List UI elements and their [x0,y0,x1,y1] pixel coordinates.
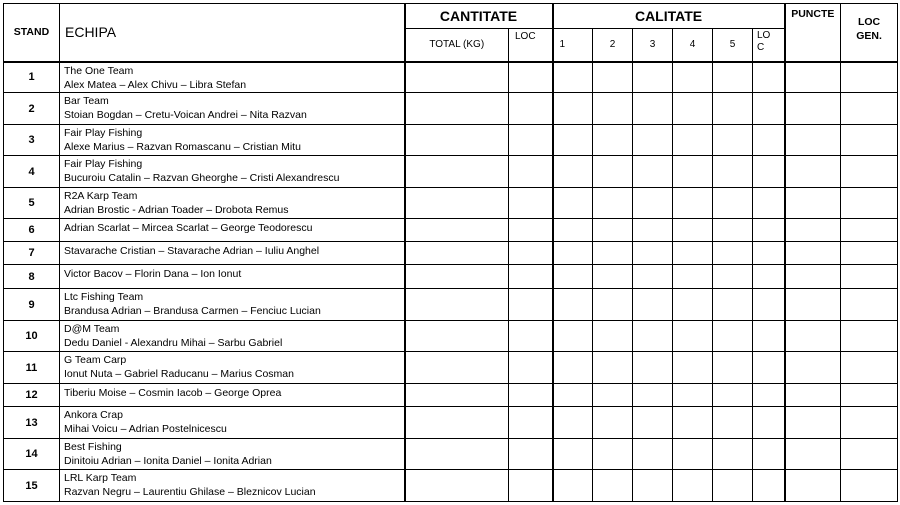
calitate-5-cell[interactable] [713,439,753,470]
calitate-5-cell[interactable] [713,188,753,219]
puncte-cell[interactable] [785,156,841,188]
cantitate-loc-cell[interactable] [509,93,553,125]
calitate-loc-cell[interactable] [753,470,785,502]
total-kg-cell[interactable] [405,352,509,384]
total-kg-cell[interactable] [405,93,509,125]
loc-gen-cell[interactable] [841,156,898,188]
team-members: Victor Bacov – Florin Dana – Ion Ionut [64,268,242,280]
calitate-5-cell[interactable] [713,219,753,242]
puncte-cell[interactable] [785,439,841,470]
loc-gen-header [841,4,898,62]
cantitate-loc-cell[interactable] [509,289,553,321]
calitate-2-cell[interactable] [593,62,633,93]
calitate-1-cell[interactable] [553,242,593,265]
cantitate-loc-cell[interactable] [509,439,553,470]
calitate-1-cell[interactable] [553,265,593,289]
total-kg-cell[interactable] [405,156,509,188]
calitate-loc-cell[interactable] [753,321,785,352]
cantitate-loc-cell[interactable] [509,352,553,384]
calitate-loc-cell[interactable] [753,156,785,188]
cantitate-loc-cell[interactable] [509,242,553,265]
stand-number: 1 [4,62,60,93]
calitate-2-cell[interactable] [593,407,633,439]
team-cell [60,125,405,156]
stand-header: STAND [4,4,60,62]
team-name: G Team Carp [64,354,127,366]
calitate-1-cell[interactable] [553,62,593,93]
table-row [4,407,898,439]
team-name: LRL Karp Team [64,472,137,484]
total-kg-cell[interactable] [405,265,509,289]
calitate-loc-cell[interactable] [753,289,785,321]
table-row [4,321,898,352]
cantitate-loc-cell[interactable] [509,188,553,219]
stand-number: 11 [4,352,60,384]
team-members: Alexe Marius – Razvan Romascanu – Cristian Mitu [64,141,301,153]
team-name: Ankora Crap [64,409,123,421]
table-row [4,289,898,321]
calitate-loc-cell[interactable] [753,352,785,384]
calitate-4-cell[interactable] [673,62,713,93]
table-row [4,188,898,219]
stand-number: 14 [4,439,60,470]
total-kg-cell[interactable] [405,219,509,242]
puncte-cell[interactable] [785,407,841,439]
calitate-2-cell[interactable] [593,242,633,265]
team-members: Mihai Voicu – Adrian Postelnicescu [64,423,227,435]
calitate-3-cell[interactable] [633,407,673,439]
calitate-header: CALITATE [553,4,785,29]
team-cell [60,384,405,407]
total-kg-cell[interactable] [405,188,509,219]
calitate-5-cell[interactable] [713,289,753,321]
calitate-loc-header [753,29,785,62]
calitate-5-cell[interactable] [713,265,753,289]
stand-number: 3 [4,125,60,156]
calitate-5-cell[interactable] [713,352,753,384]
calitate-2-cell[interactable] [593,188,633,219]
loc-gen-cell[interactable] [841,470,898,502]
loc-gen-cell[interactable] [841,439,898,470]
puncte-header: PUNCTE [785,4,841,62]
calitate-3-cell[interactable] [633,470,673,502]
table-row [4,125,898,156]
loc-c-line-1: LO [757,30,771,41]
calitate-col-3: 3 [633,29,673,62]
team-cell [60,407,405,439]
cantitate-loc-cell[interactable] [509,407,553,439]
team-members: Bucuroiu Catalin – Razvan Gheorghe – Cristi Alexandrescu [64,172,340,184]
calitate-5-cell[interactable] [713,62,753,93]
calitate-4-cell[interactable] [673,219,713,242]
total-kg-cell[interactable] [405,242,509,265]
loc-gen-cell[interactable] [841,242,898,265]
calitate-3-cell[interactable] [633,242,673,265]
puncte-cell[interactable] [785,219,841,242]
cantitate-loc-cell[interactable] [509,470,553,502]
calitate-1-cell[interactable] [553,289,593,321]
table-row [4,470,898,502]
team-members: Adrian Scarlat – Mircea Scarlat – George Teodorescu [64,222,313,234]
stand-number: 5 [4,188,60,219]
total-kg-cell[interactable] [405,407,509,439]
loc-gen-cell[interactable] [841,62,898,93]
calitate-3-cell[interactable] [633,265,673,289]
loc-gen-cell[interactable] [841,352,898,384]
calitate-2-cell[interactable] [593,352,633,384]
calitate-3-cell[interactable] [633,439,673,470]
calitate-2-cell[interactable] [593,93,633,125]
calitate-4-cell[interactable] [673,156,713,188]
calitate-4-cell[interactable] [673,384,713,407]
total-kg-cell[interactable] [405,289,509,321]
calitate-1-cell[interactable] [553,352,593,384]
calitate-3-cell[interactable] [633,188,673,219]
calitate-col-2: 2 [593,29,633,62]
table-row [4,93,898,125]
team-name: Fair Play Fishing [64,158,143,170]
calitate-5-cell[interactable] [713,384,753,407]
calitate-col-1: 1 [553,29,593,62]
stand-number: 10 [4,321,60,352]
cantitate-header: CANTITATE [405,4,553,29]
table-row [4,62,898,93]
calitate-4-cell[interactable] [673,439,713,470]
total-kg-cell[interactable] [405,439,509,470]
team-name: Best Fishing [64,441,122,453]
cantitate-loc-cell[interactable] [509,384,553,407]
stand-number: 7 [4,242,60,265]
cantitate-loc-cell[interactable] [509,219,553,242]
team-cell [60,156,405,188]
header-row-1 [4,4,898,29]
calitate-5-cell[interactable] [713,242,753,265]
table-row [4,352,898,384]
cantitate-loc-cell[interactable] [509,62,553,93]
calitate-3-cell[interactable] [633,93,673,125]
team-members: Stoian Bogdan – Cretu-Voican Andrei – Nita Razvan [64,109,307,121]
team-members: Stavarache Cristian – Stavarache Adrian – Iuliu Anghel [64,245,320,257]
table-row [4,384,898,407]
stand-number: 8 [4,265,60,289]
calitate-3-cell[interactable] [633,321,673,352]
stand-number: 4 [4,156,60,188]
stand-number: 6 [4,219,60,242]
calitate-2-cell[interactable] [593,156,633,188]
table-row [4,265,898,289]
calitate-4-cell[interactable] [673,265,713,289]
calitate-4-cell[interactable] [673,242,713,265]
team-cell [60,289,405,321]
calitate-loc-cell[interactable] [753,93,785,125]
puncte-cell[interactable] [785,93,841,125]
loc-gen-cell[interactable] [841,289,898,321]
team-cell [60,470,405,502]
calitate-loc-cell[interactable] [753,188,785,219]
stand-number: 2 [4,93,60,125]
team-cell [60,93,405,125]
calitate-5-cell[interactable] [713,156,753,188]
calitate-5-cell[interactable] [713,407,753,439]
calitate-2-cell[interactable] [593,439,633,470]
calitate-3-cell[interactable] [633,156,673,188]
puncte-cell[interactable] [785,470,841,502]
calitate-1-cell[interactable] [553,439,593,470]
calitate-4-cell[interactable] [673,352,713,384]
team-members: Adrian Brostic - Adrian Toader – Drobota Remus [64,204,289,216]
loc-gen-cell[interactable] [841,125,898,156]
cantitate-loc-cell[interactable] [509,265,553,289]
total-kg-cell[interactable] [405,384,509,407]
loc-gen-line-1: LOC [857,16,881,28]
calitate-loc-cell[interactable] [753,125,785,156]
calitate-2-cell[interactable] [593,384,633,407]
team-cell [60,62,405,93]
team-cell [60,352,405,384]
team-members: Razvan Negru – Laurentiu Ghilase – Bleznicov Lucian [64,486,316,498]
calitate-1-cell[interactable] [553,384,593,407]
team-name: D@M Team [64,323,120,335]
stand-number: 9 [4,289,60,321]
puncte-cell[interactable] [785,188,841,219]
puncte-cell[interactable] [785,265,841,289]
team-name: Fair Play Fishing [64,127,143,139]
calitate-3-cell[interactable] [633,384,673,407]
team-cell [60,242,405,265]
loc-gen-cell[interactable] [841,321,898,352]
loc-gen-cell[interactable] [841,93,898,125]
team-members: Dinitoiu Adrian – Ionita Daniel – Ionita Adrian [64,455,272,467]
table-row [4,219,898,242]
team-cell [60,439,405,470]
calitate-4-cell[interactable] [673,470,713,502]
team-members: Dedu Daniel - Alexandru Mihai – Sarbu Gabriel [64,337,283,349]
puncte-cell[interactable] [785,352,841,384]
calitate-3-cell[interactable] [633,352,673,384]
cantitate-loc-header: LOC [509,29,553,62]
calitate-2-cell[interactable] [593,125,633,156]
calitate-1-cell[interactable] [553,219,593,242]
calitate-4-cell[interactable] [673,125,713,156]
calitate-col-5: 5 [713,29,753,62]
calitate-1-cell[interactable] [553,156,593,188]
total-kg-cell[interactable] [405,321,509,352]
calitate-1-cell[interactable] [553,470,593,502]
total-kg-header: TOTAL (KG) [405,29,509,62]
puncte-cell[interactable] [785,321,841,352]
calitate-3-cell[interactable] [633,289,673,321]
calitate-loc-cell[interactable] [753,62,785,93]
puncte-cell[interactable] [785,125,841,156]
calitate-loc-cell[interactable] [753,219,785,242]
loc-gen-cell[interactable] [841,188,898,219]
team-cell [60,265,405,289]
team-members: Tiberiu Moise – Cosmin Iacob – George Oprea [64,387,282,399]
team-members: Ionut Nuta – Gabriel Raducanu – Marius Cosman [64,368,294,380]
calitate-2-cell[interactable] [593,289,633,321]
calitate-5-cell[interactable] [713,470,753,502]
calitate-col-4: 4 [673,29,713,62]
team-cell [60,188,405,219]
calitate-5-cell[interactable] [713,321,753,352]
stand-number: 13 [4,407,60,439]
puncte-cell[interactable] [785,62,841,93]
calitate-loc-cell[interactable] [753,265,785,289]
team-name: R2A Karp Team [64,190,138,202]
puncte-cell[interactable] [785,289,841,321]
calitate-1-cell[interactable] [553,407,593,439]
team-members: Alex Matea – Alex Chivu – Libra Stefan [64,78,247,91]
calitate-1-cell[interactable] [553,188,593,219]
calitate-2-cell[interactable] [593,470,633,502]
table-row [4,156,898,188]
calitate-4-cell[interactable] [673,93,713,125]
puncte-cell[interactable] [785,242,841,265]
echipa-header: ECHIPA [60,4,405,62]
cantitate-loc-cell[interactable] [509,125,553,156]
calitate-4-cell[interactable] [673,407,713,439]
calitate-4-cell[interactable] [673,188,713,219]
loc-gen-cell[interactable] [841,265,898,289]
calitate-5-cell[interactable] [713,125,753,156]
loc-gen-cell[interactable] [841,384,898,407]
calitate-1-cell[interactable] [553,93,593,125]
team-name: Ltc Fishing Team [64,291,144,303]
calitate-4-cell[interactable] [673,289,713,321]
team-cell [60,219,405,242]
stand-number: 12 [4,384,60,407]
table-row [4,439,898,470]
team-members: Brandusa Adrian – Brandusa Carmen – Fenciuc Lucian [64,305,321,317]
loc-c-line-2: C [757,42,765,53]
team-cell [60,321,405,352]
table-row [4,242,898,265]
calitate-loc-cell[interactable] [753,384,785,407]
calitate-1-cell[interactable] [553,321,593,352]
calitate-3-cell[interactable] [633,125,673,156]
total-kg-cell[interactable] [405,125,509,156]
calitate-2-cell[interactable] [593,219,633,242]
calitate-2-cell[interactable] [593,321,633,352]
calitate-2-cell[interactable] [593,265,633,289]
total-kg-cell[interactable] [405,62,509,93]
calitate-loc-cell[interactable] [753,407,785,439]
stand-number: 15 [4,470,60,502]
loc-gen-cell[interactable] [841,407,898,439]
loc-gen-line-2: GEN. [856,30,882,42]
cantitate-loc-cell[interactable] [509,156,553,188]
total-kg-cell[interactable] [405,470,509,502]
calitate-4-cell[interactable] [673,321,713,352]
puncte-cell[interactable] [785,384,841,407]
team-name: Bar Team [64,95,109,107]
calitate-3-cell[interactable] [633,62,673,93]
calitate-loc-cell[interactable] [753,439,785,470]
calitate-5-cell[interactable] [713,93,753,125]
calitate-1-cell[interactable] [553,125,593,156]
team-name: The One Team [64,64,134,77]
score-table [3,3,898,502]
calitate-loc-cell[interactable] [753,242,785,265]
calitate-3-cell[interactable] [633,219,673,242]
cantitate-loc-cell[interactable] [509,321,553,352]
loc-gen-cell[interactable] [841,219,898,242]
